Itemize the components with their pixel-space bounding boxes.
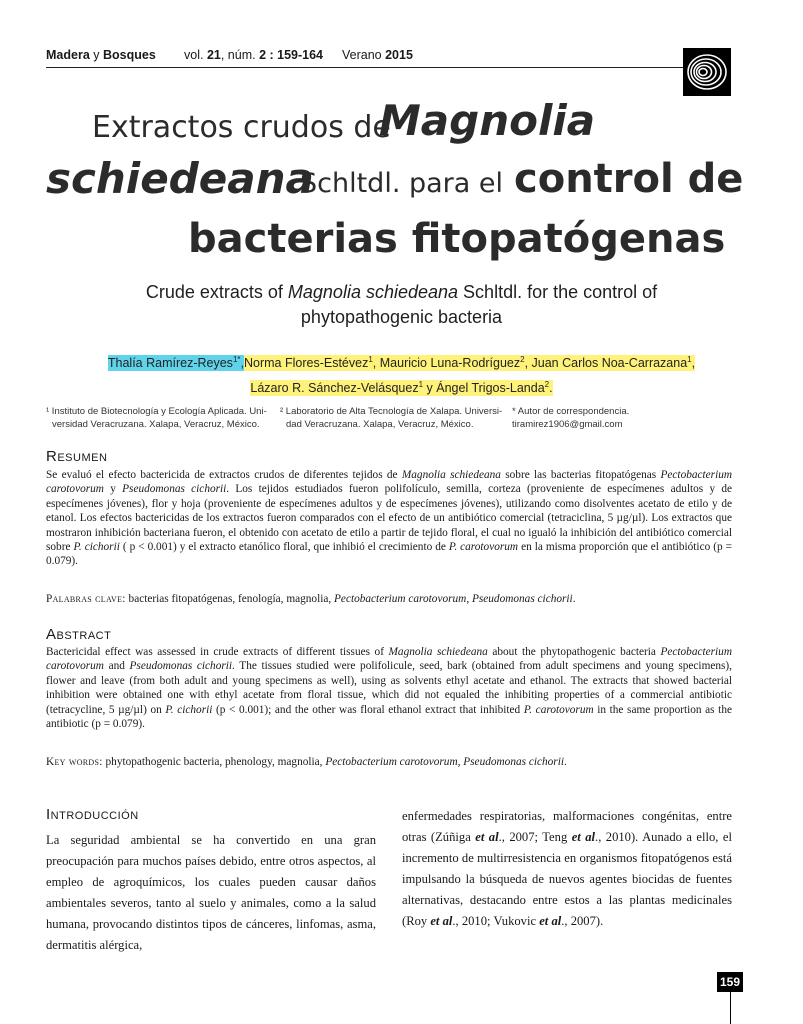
- journal-header: [46, 48, 686, 66]
- page-number-rule: [730, 992, 731, 1024]
- key-words: Key words: phytopathogenic bacteria, phenology, magnolia, Pectobacterium carotovorum, Pseudomonas cichorii.: [46, 756, 567, 768]
- palabras-clave: Palabras clave: bacterias fitopatógenas, fenología, magnolia, Pectobacterium carotovorum, Pseudomonas cichorii.: [46, 593, 576, 605]
- title-line-2a: schiedeana: [46, 154, 314, 203]
- resumen-text: Se evaluó el efecto bactericida de extractos crudos de diferentes tejidos de Magnolia schiedeana sobre las bacterias fitopatógenas Pectobacterium carotovorum y Pseudomonas cichorii. Los tejidos estudiados fueron polifolículo, semilla, corteza (proveniente de especímenes adultos y de especímenes jóvenes), flor y hoja (proveniente de especímenes adultos y de especímenes jóvenes), utilizando como disolventes acetato de etilo y de etanol. Los efectos bactericidas de los extractos fueron comparados con el efecto de un antibiótico comercial (tetraciclina, 5 µg/µl). Los extractos que mostraron inhibición bacteriana fueron, el obtenido con acetato de etilo a partir de tejido floral, el cual no igualó la inhibición del antibiótico comercial sobre P. cichorii ( p < 0.001) y el extracto etanólico floral, que inhibió el crecimiento de P. carotovorum en la misma proporción que el antibiótico (p = 0.079).: [46, 469, 733, 568]
- article-title-es: [0, 90, 803, 270]
- title-line-1b: Magnolia: [379, 96, 596, 145]
- title-line-2c: control de: [514, 156, 744, 202]
- author-5: Lázaro R. Sánchez-Velásquez$^1$ y Ángel Trigos-Landa$^2$.: [250, 380, 553, 396]
- intro-column-left: La seguridad ambiental se ha convertido en una gran preocupación para muchos países debido, entre otros aspectos, al empleo de agroquímicos, los cuales pueden causar daños ambientales severos, tanto al suelo y animales, como a la salud humana, provocando distintos tipos de cánceres, linfomas, asma, dermatitis alérgica,: [46, 833, 376, 953]
- affiliation-2: ² Laboratorio de Alta Tecnología de Xalapa. Universi- dad Veracruzana. Xalapa, Veracruz, México.: [280, 406, 503, 430]
- title-line-2b: Schltdl. para el: [300, 168, 504, 199]
- author-list: [40, 349, 763, 399]
- journal-logo: [683, 48, 731, 96]
- journal-name: Madera y Bosques: [46, 48, 156, 62]
- author-1: Thalía Ramírez-Reyes$^{1*}$,: [107, 355, 244, 371]
- page-number: 159: [717, 972, 743, 992]
- intro-heading: Introducción: [46, 806, 139, 823]
- corresponding-author: * Autor de correspondencia. tiramirez1906@gmail.com: [512, 406, 630, 430]
- issue-date: Verano 2015: [342, 48, 413, 62]
- article-title-en: Crude extracts of Magnolia schiedeana Schltdl. for the control of phytopathogenic bacteria: [145, 282, 658, 327]
- tree-rings-icon: [683, 48, 731, 96]
- resumen-heading: Resumen: [46, 448, 108, 465]
- title-line-3: bacterias fitopatógenas: [188, 216, 726, 262]
- author-2: Norma Flores-Estévez$^1$, Mauricio Luna-Rodríguez$^2$, Juan Carlos Noa-Carrazana$^1$,: [243, 355, 696, 371]
- abstract-heading: Abstract: [46, 626, 112, 643]
- volume-info: vol. 21, núm. 2 : 159-164: [184, 48, 324, 62]
- title-line-1a: Extractos crudos de: [92, 110, 391, 145]
- affiliation-1: ¹ Instituto de Biotecnología y Ecología Aplicada. Uni- versidad Veracruzana. Xalapa, Veracruz, México.: [46, 406, 267, 430]
- header-rule: [46, 67, 686, 68]
- intro-column-right: enfermedades respiratorias, malformaciones congénitas, entre otras (Zúñiga et al., 2007; Teng et al., 2010). Aunado a ello, el incremento de multirresistencia en organismos fitopatógenos está impulsando la búsqueda de nuevos agentes biocidas de fuentes alternativas, destacando entre estos a las plantas medicinales (Roy et al., 2010; Vukovic et al., 2007).: [402, 809, 732, 929]
- abstract-text: Bactericidal effect was assessed in crude extracts of different tissues of Magnolia schiedeana about the phytopathogenic bacteria Pectobacterium carotovorum and Pseudomonas cichorii. The tissues studied were polifolicule, seed, bark (obtained from adult specimens and young specimens), flower and leave (from both adult and young specimens as well), using as solvents ethyl acetate and ethanol. The extracts that showed bacterial inhibition were obtained one with ethyl acetate from floral tissue, which did not equaled the inhibiting properties of a commercial antibiotic (tetracycline, 5 µg/µl) on P. cichorii (p < 0.001); and the other was floral ethanol extract that inhibited P. carotovorum in the same proportion as the antibiotic (p = 0.079).: [46, 646, 732, 731]
